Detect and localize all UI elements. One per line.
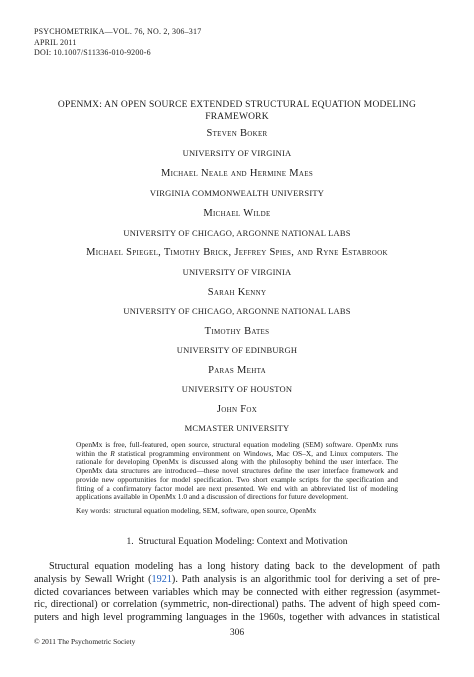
body-line-text: ). Path analysis is an algorithmic tool for deriving a set of pre-	[171, 573, 440, 585]
keywords-list: structural equation modeling, SEM, software, open source, OpenMx	[113, 506, 317, 515]
author-names: Michael Spiegel, Timothy Brick, Jeffrey Spies, and Ryne Estabrook	[86, 247, 388, 258]
title-line-2: FRAMEWORK	[205, 112, 269, 122]
copyright-notice: © 2011 The Psychometric Society	[34, 637, 136, 646]
author-names: Michael Wilde	[203, 208, 271, 219]
author-names: Paras Mehta	[208, 365, 266, 376]
section-title: Structural Equation Modeling: Context and Motivation	[138, 537, 348, 547]
author-affiliation: VIRGINIA COMMONWEALTH UNIVERSITY	[149, 188, 325, 198]
body-line-text: analysis by Sewall Wright (	[34, 573, 152, 585]
abstract	[76, 441, 398, 502]
body-paragraph	[34, 561, 440, 625]
author-names: John Fox	[216, 404, 258, 415]
section-heading	[20, 537, 454, 547]
body-line: puters and high level programming languages in the 1960s, together with advances in statistical	[34, 612, 440, 624]
abstract-r-language: R	[110, 448, 115, 458]
body-line	[34, 574, 440, 587]
author-affiliation: UNIVERSITY OF CHICAGO, ARGONNE NATIONAL LABS	[123, 306, 351, 316]
paper-title	[34, 99, 440, 123]
abstract-text-rest: statistical programming environment on Windows, Mac OS–X, and Linux computers. The rationale for developing OpenMx is discussed along with the philosophy behind the user interface. The OpenMx data structures are introduced—these novel structures define the user interface framework and provide new opportunities for model specification. Two short example scripts for the specification and fitting of a confirmatory factor model are next presented. We end with an abbreviated list of modeling applications available in OpenMx 1.0 and a discussion of directions for future development.	[76, 448, 398, 502]
body-line: Structural equation modeling has a long history dating back to the development of path	[49, 561, 440, 572]
body-line: dicted covariances between variables which may be connected with either regression (asymmet-	[34, 586, 440, 598]
citation-link[interactable]: 1921	[151, 573, 172, 585]
section-number: 1.	[126, 537, 134, 547]
author-affiliation: UNIVERSITY OF HOUSTON	[181, 384, 293, 394]
author-affiliation: MCMASTER UNIVERSITY	[184, 423, 290, 433]
publication-date: APRIL 2011	[34, 37, 77, 47]
author-affiliation: UNIVERSITY OF CHICAGO, ARGONNE NATIONAL LABS	[123, 228, 351, 238]
keywords	[76, 506, 406, 515]
author-names: Timothy Bates	[204, 326, 270, 337]
author-names: Steven Boker	[206, 128, 268, 139]
body-line: ric, directional) or correlation (symmetric, non-directional) paths. The advent of high speed com-	[34, 599, 440, 611]
page-number: 306	[229, 628, 245, 638]
author-affiliation: UNIVERSITY OF VIRGINIA	[182, 267, 292, 277]
journal-header	[34, 27, 201, 59]
doi: DOI: 10.1007/S11336-010-9200-6	[34, 48, 151, 57]
author-names: Michael Neale and Hermine Maes	[160, 168, 314, 179]
journal-citation: PSYCHOMETRIKA—VOL. 76, NO. 2, 306–317	[34, 27, 202, 36]
author-affiliation: UNIVERSITY OF EDINBURGH	[176, 345, 298, 355]
author-names: Sarah Kenny	[207, 287, 267, 298]
abstract-text-start: OpenMx is free, full-featured, open source, structural equation modeling (SEM) software. OpenMx runs within the	[76, 440, 398, 458]
author-affiliation: UNIVERSITY OF VIRGINIA	[182, 148, 292, 158]
keywords-label: Key words:	[76, 506, 111, 515]
title-line-1: OPENMX: AN OPEN SOURCE EXTENDED STRUCTURAL EQUATION MODELING	[57, 100, 417, 110]
